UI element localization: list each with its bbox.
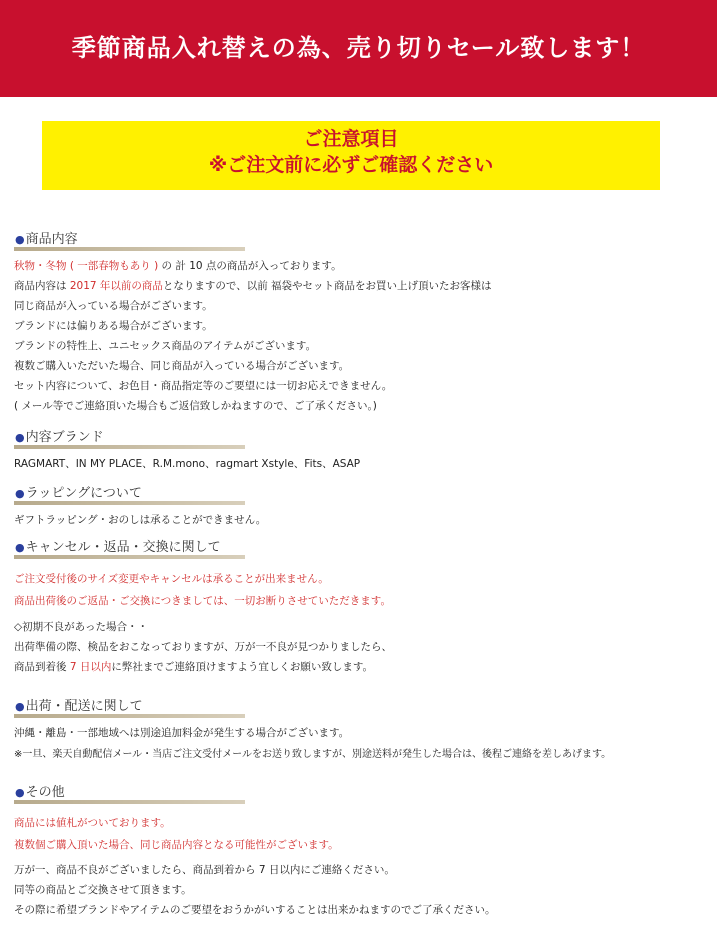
text: となりますので、以前 福袋やセット商品をお買い上げ頂いたお客様は — [162, 280, 492, 292]
heading-text: 商品内容 — [25, 232, 78, 247]
bullet-icon: ● — [15, 786, 25, 799]
text-line: ( メール等でご連絡頂いた場合もご返信致しかねますので、ご了承ください。) — [14, 400, 377, 412]
red-text: 2017 年以前の商品 — [69, 280, 163, 292]
bullet-icon: ● — [15, 431, 25, 444]
text-line: セット内容について、お色目・商品指定等のご要望には一切お応えできません。 — [14, 380, 393, 392]
text-line: 出荷準備の際、検品をおこなっておりますが、万が一不良が見つかりましたら、 — [14, 641, 392, 653]
red-text: 秋物・冬物 ( 一部春物もあり ) — [14, 260, 159, 272]
heading-text: キャンセル・返品・交換に関して — [25, 540, 221, 555]
heading-text: 出荷・配送に関して — [25, 699, 143, 714]
heading-underline — [14, 445, 245, 449]
text-line: ※一旦、楽天自動配信メール・当店ご注文受付メールをお送り致しますが、別途送料が発生した場合は、後程ご連絡を差しあげます。 — [14, 749, 612, 760]
section-other — [14, 785, 704, 920]
red-text: 7 日以内 — [69, 661, 112, 673]
section-heading — [14, 430, 704, 446]
notice-title: ご注意項目 — [303, 128, 399, 150]
sale-banner — [0, 0, 717, 97]
text-line: ギフトラッピング・おのしは承ることができません。 — [14, 514, 267, 526]
text-line: 同じ商品が入っている場合がございます。 — [14, 300, 213, 312]
section-contents — [14, 232, 704, 416]
section-shipping — [14, 699, 704, 765]
bullet-icon: ● — [15, 233, 25, 246]
text-line: ブランドには偏りある場合がございます。 — [14, 320, 213, 332]
heading-underline — [14, 555, 245, 559]
heading-underline — [14, 247, 245, 251]
section-heading — [14, 540, 704, 556]
text-line: ◇初期不良があった場合・・ — [14, 621, 148, 633]
red-text-line: ご注文受付後のサイズ変更やキャンセルは承ることが出来ません。 — [14, 573, 329, 585]
text-line: 沖縄・離島・一部地域へは別途追加料金が発生する場合がございます。 — [14, 727, 350, 739]
bullet-icon: ● — [15, 541, 25, 554]
bullet-icon: ● — [15, 700, 25, 713]
text-line — [14, 256, 704, 276]
text-line — [14, 276, 704, 296]
text-line: 複数ご購入いただいた場合、同じ商品が入っている場合がございます。 — [14, 360, 350, 372]
heading-text: 内容ブランド — [25, 430, 104, 445]
text-line: ブランドの特性上、ユニセックス商品のアイテムがございます。 — [14, 340, 317, 352]
section-heading — [14, 232, 704, 248]
text-line: 同等の商品とご交換させて頂きます。 — [14, 884, 192, 896]
section-wrapping — [14, 486, 704, 530]
heading-text: ラッピングについて — [25, 486, 142, 501]
red-text-line: 商品には値札がついております。 — [14, 817, 171, 829]
red-text-line: 複数個ご購入頂いた場合、同じ商品内容となる可能性がございます。 — [14, 839, 339, 851]
text: 商品到着後 — [14, 661, 70, 673]
text-line: 万が一、商品不良がございましたら、商品到着から 7 日以内にご連絡ください。 — [14, 864, 395, 876]
heading-underline — [14, 501, 245, 505]
text: 商品内容は — [14, 280, 70, 292]
section-heading — [14, 486, 704, 502]
section-heading — [14, 699, 704, 715]
bullet-icon: ● — [15, 487, 25, 500]
notice-box — [42, 121, 660, 190]
text-line: その際に希望ブランドやアイテムのご要望をおうかがいすることは出来かねますのでご了承ください。 — [14, 904, 496, 916]
text: に弊社までご連絡頂けますよう宜しくお願い致します。 — [111, 661, 374, 673]
heading-underline — [14, 714, 245, 718]
text-line: RAGMART、IN MY PLACE、R.M.mono、ragmart Xstyle、Fits、ASAP — [14, 458, 361, 470]
section-heading — [14, 785, 704, 801]
heading-underline — [14, 800, 245, 804]
text: の 計 10 点の商品が入っております。 — [158, 260, 342, 272]
section-brands — [14, 430, 704, 474]
red-text-line: 商品出荷後のご返品・ご交換につきましては、一切お断りさせていただきます。 — [14, 595, 391, 607]
banner-text: 季節商品入れ替えの為、売り切りセール致します！ — [71, 34, 646, 62]
heading-text: その他 — [25, 785, 65, 800]
section-cancel — [14, 540, 704, 677]
text-line — [14, 657, 704, 677]
notice-subtitle: ※ご注文前に必ずご確認ください — [208, 154, 494, 176]
